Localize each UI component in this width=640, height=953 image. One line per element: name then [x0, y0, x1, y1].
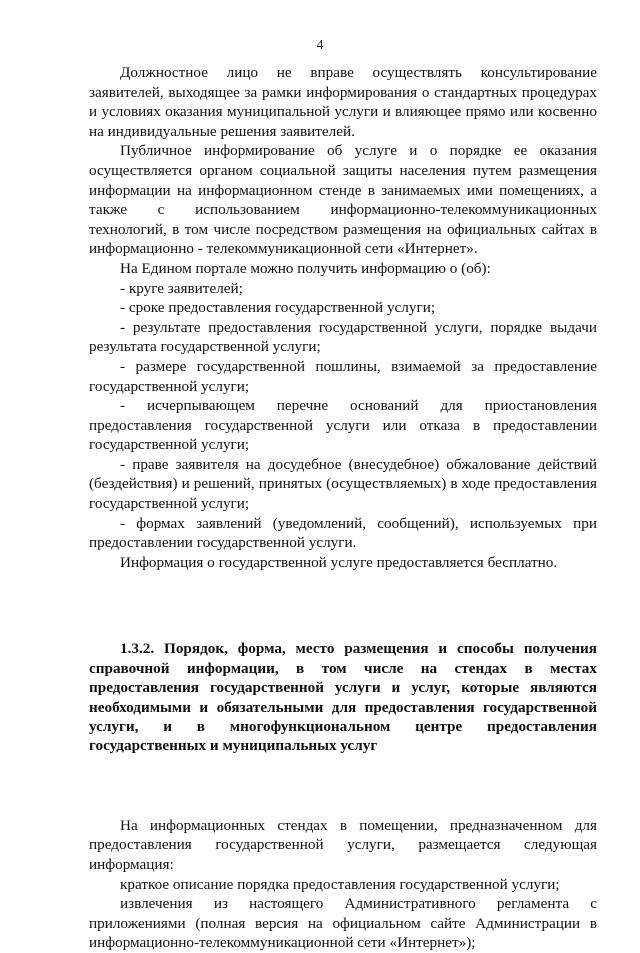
section-heading: 1.3.2. Порядок, форма, место размещения и способы получения справочной информации, в том числе на стендах в местах предоставления государственной услуги и услуг, которые являются необходимыми и обязательными для предоставления государственной услуги, и в многофункциональном центре предоставления государственных и муниципальных услуг: [89, 640, 597, 755]
page-number: 4: [316, 38, 324, 53]
list-item: - праве заявителя на досудебное (внесудебное) обжалование действий (бездействия) и решений, принятых (осуществляемых) в ходе предоставления государственной услуги;: [89, 455, 597, 513]
section-spacer: [89, 572, 597, 639]
list-item: - формах заявлений (уведомлений, сообщений), используемых при предоставлении государственной услуги.: [89, 514, 597, 552]
heading-spacer: [89, 756, 597, 816]
paragraph-extracts: извлечения из настоящего Административного регламента с приложениями (полная версия на официальном сайте Администрации в информационно-телекоммуникационной сети «Интернет»);: [89, 895, 597, 952]
list-item: - сроке предоставления государственной услуги;: [120, 299, 436, 317]
document-body: [89, 63, 597, 953]
paragraph-public-informing: Публичное информирование об услуге и о порядке ее оказания осуществляется органом социальной защиты населения путем размещения информации на информационном стенде в занимаемых ими помещениях, а также с использованием информационно-телекоммуникационных технологий, в том числе посредством размещения на официальных сайтах в информационно - телекоммуникационной сети «Интернет».: [89, 142, 597, 258]
paragraph-unified-portal: На Едином портале можно получить информацию о (об):: [120, 259, 491, 277]
list-item: - исчерпывающем перечне оснований для приостановления предоставления государственной услуги или отказа в предоставлении государственной услуги;: [89, 397, 597, 454]
list-item: - круге заявителей;: [120, 279, 243, 297]
paragraph-brief-description: краткое описание порядка предоставления государственной услуги;: [120, 875, 560, 893]
list-item: - размере государственной пошлины, взимаемой за предоставление государственной услуги;: [89, 357, 597, 395]
list-item: - результате предоставления государственной услуги, порядке выдачи результата государственной услуги;: [89, 318, 597, 356]
paragraph-free-info: Информация о государственной услуге предоставляется бесплатно.: [120, 553, 558, 571]
paragraph-info-stands: На информационных стендах в помещении, предназначенном для предоставления государственной услуги, размещается следующая информация:: [89, 816, 597, 874]
paragraph-consultation-limits: Должностное лицо не вправе осуществлять консультирование заявителей, выходящее за рамки информирования о стандартных процедурах и условиях оказания муниципальной услуги и влияющее прямо или косвенно на индивидуальные решения заявителей.: [89, 64, 597, 140]
